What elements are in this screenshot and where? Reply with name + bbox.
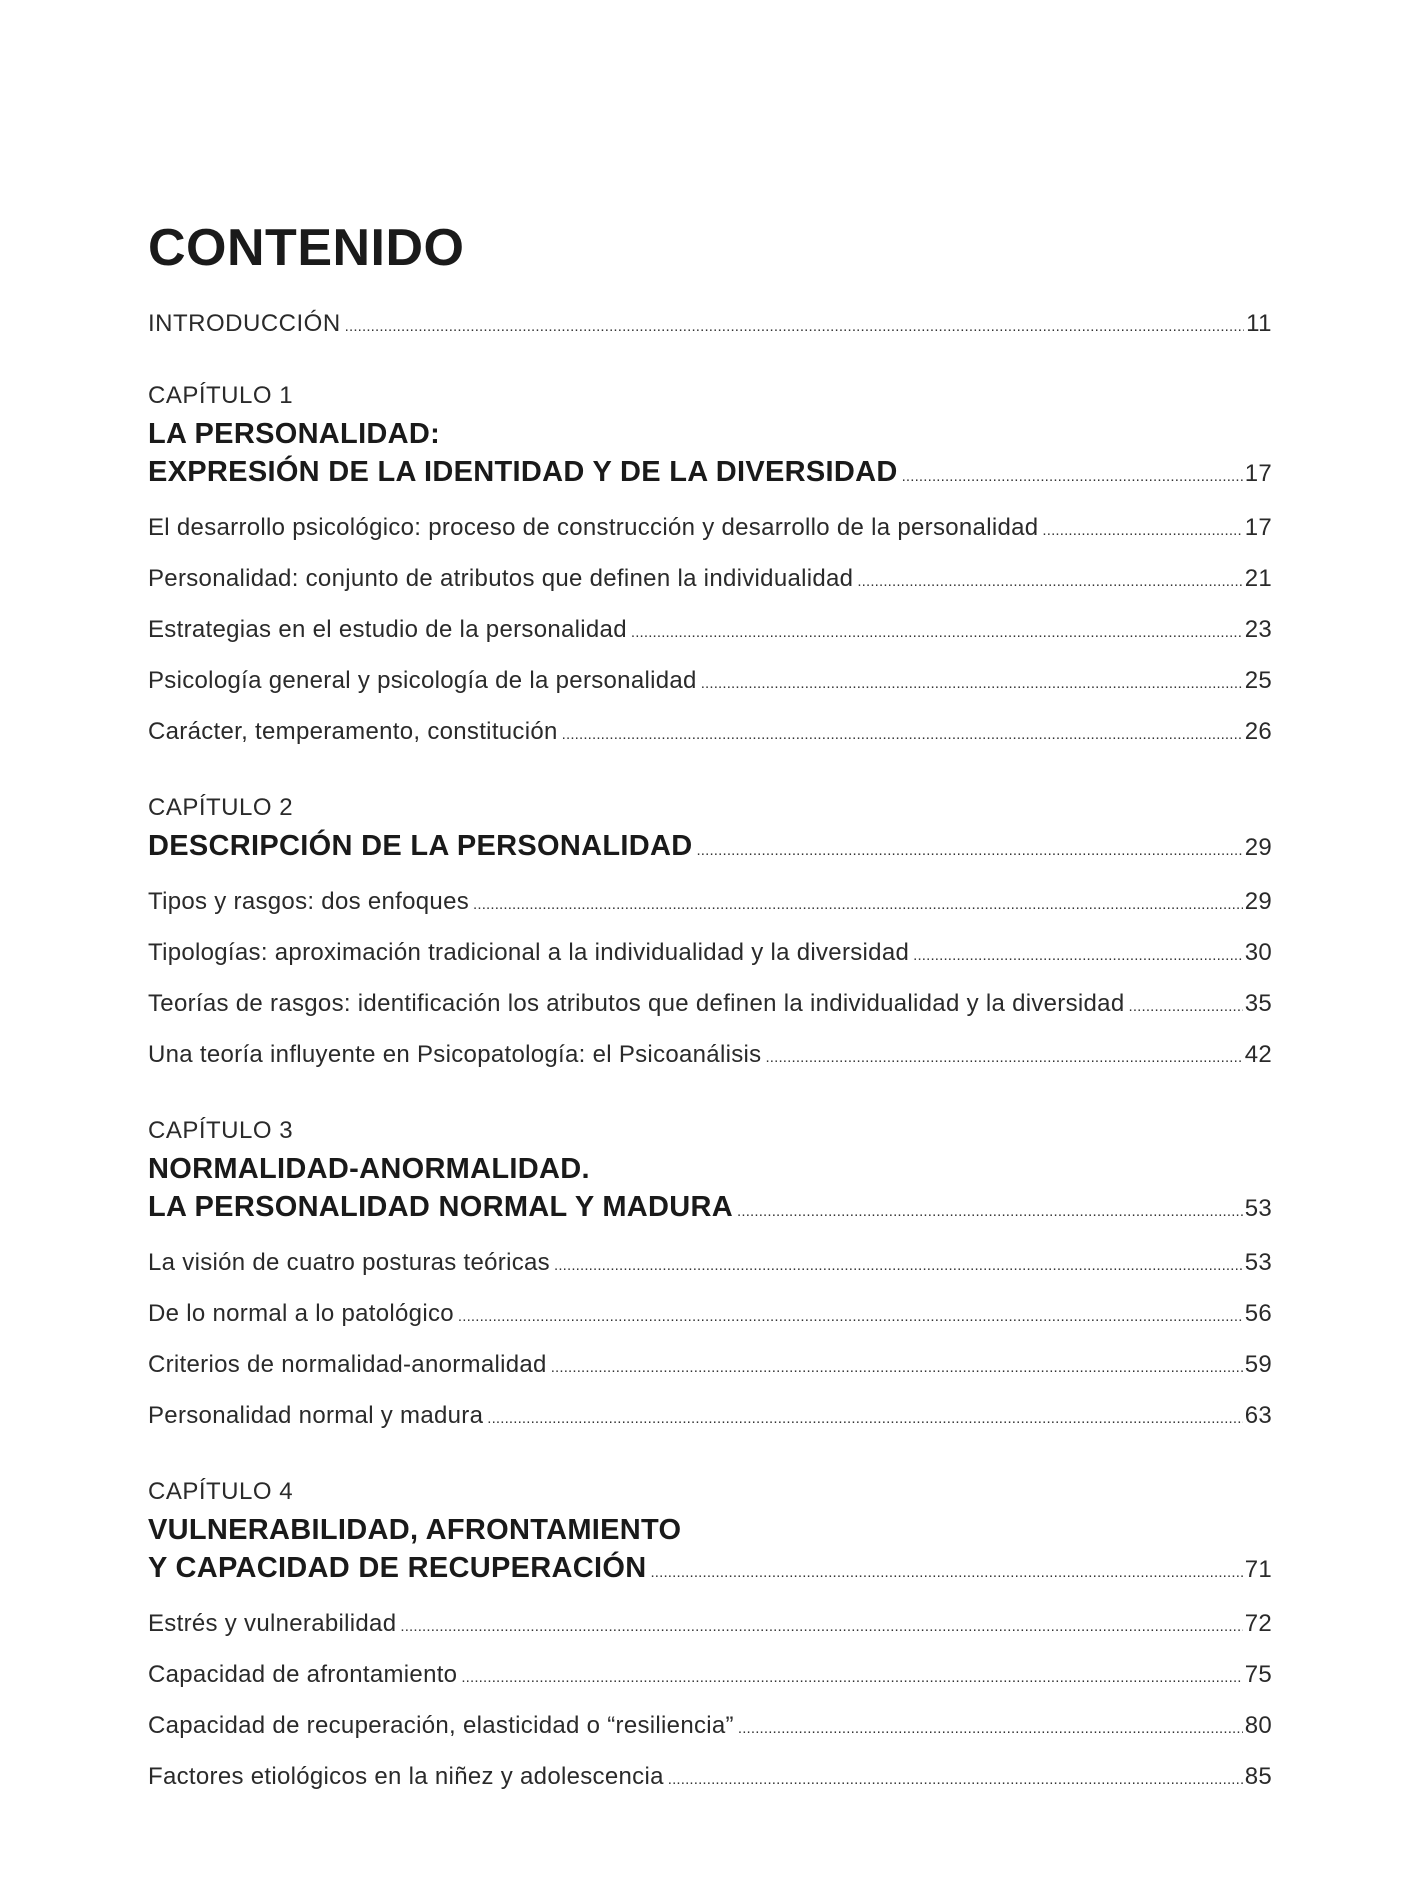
chapter-title-entry[interactable] [148,453,1272,496]
chapter-title-entry[interactable] [148,1188,1272,1231]
entry-label: Criterios de normalidad-anormalidad [148,1351,547,1378]
entry-label: Teorías de rasgos: identificación los atributos que definen la individualidad y la diversidad [148,990,1125,1017]
chapter-title: LA PERSONALIDAD NORMAL Y MADURA [148,1191,734,1223]
dot-leader [738,1702,1243,1753]
dot-leader [400,1600,1242,1651]
toc-entry-section[interactable] [148,708,1272,759]
entry-page-number: 21 [1244,565,1272,592]
chapter-title-line: LA PERSONALIDAD: [148,418,441,450]
dot-leader [1128,980,1242,1031]
toc-entry-section[interactable] [148,1290,1272,1341]
entry-label: El desarrollo psicológico: proceso de construcción y desarrollo de la personalidad [148,514,1039,541]
toc-entry-section[interactable] [148,980,1272,1031]
entry-label: Tipologías: aproximación tradicional a la individualidad y la diversidad [148,939,910,966]
toc-entry-section[interactable] [148,504,1272,555]
toc-entry-section[interactable] [148,1651,1272,1702]
dot-leader [461,1651,1242,1702]
entry-label: Personalidad: conjunto de atributos que definen la individualidad [148,565,854,592]
dot-leader [1042,504,1242,555]
toc-entry-section[interactable] [148,1341,1272,1392]
entry-page-number: 26 [1244,718,1272,745]
toc-entry-section[interactable] [148,606,1272,657]
entry-page-number: 72 [1244,1610,1272,1637]
entry-page-number: 17 [1244,514,1272,541]
toc-entry-section[interactable] [148,929,1272,980]
entry-label: Estrategias en el estudio de la personalidad [148,616,627,643]
chapter-title: DESCRIPCIÓN DE LA PERSONALIDAD [148,830,693,862]
entry-page-number: 30 [1244,939,1272,966]
dot-leader [913,929,1243,980]
chapter-title-line: VULNERABILIDAD, AFRONTAMIENTO [148,1514,682,1546]
chapter-list [148,381,1272,1804]
toc-entry-section[interactable] [148,1031,1272,1082]
entry-page-number: 53 [1244,1249,1272,1276]
dot-leader [902,453,1243,496]
dot-leader [668,1753,1243,1804]
dot-leader [696,827,1242,870]
entry-label: La visión de cuatro posturas teóricas [148,1249,550,1276]
entry-page-number: 75 [1244,1661,1272,1688]
chapter-block [148,1477,1272,1804]
entry-page-number: 53 [1244,1195,1272,1222]
entry-page-number: 29 [1244,834,1272,861]
table-of-contents [148,218,1272,1838]
toc-entry-section[interactable] [148,657,1272,708]
dot-leader [473,878,1243,929]
entry-page-number: 23 [1244,616,1272,643]
dot-leader [487,1392,1242,1443]
toc-entry-section[interactable] [148,1753,1272,1804]
entry-page-number: 35 [1244,990,1272,1017]
chapter-label: CAPÍTULO 3 [148,1117,294,1144]
dot-leader [458,1290,1243,1341]
entry-label: Capacidad de afrontamiento [148,1661,458,1688]
entry-page-number: 17 [1244,460,1272,487]
entry-page-number: 25 [1244,667,1272,694]
toc-entry-section[interactable] [148,1702,1272,1753]
chapter-title-entry[interactable] [148,1549,1272,1592]
entry-label: Factores etiológicos en la niñez y adolescencia [148,1763,664,1790]
entry-label: Capacidad de recuperación, elasticidad o “resiliencia” [148,1712,734,1739]
chapter-title-line: NORMALIDAD-ANORMALIDAD. [148,1153,590,1185]
dot-leader [765,1031,1242,1082]
toc-entry-introduction[interactable] [148,308,1272,343]
dot-leader [650,1549,1242,1592]
dot-leader [551,1341,1243,1392]
dot-leader [631,606,1243,657]
entry-page-number: 59 [1244,1351,1272,1378]
toc-entry-section[interactable] [148,1392,1272,1443]
chapter-title: EXPRESIÓN DE LA IDENTIDAD Y DE LA DIVERSIDAD [148,456,898,488]
dot-leader [562,708,1243,759]
entry-page-number: 29 [1244,888,1272,915]
page-title: CONTENIDO [148,219,465,277]
dot-leader [554,1239,1243,1290]
entry-page-number: 11 [1246,310,1272,337]
chapter-label: CAPÍTULO 4 [148,1478,294,1505]
chapter-label: CAPÍTULO 1 [148,382,294,409]
chapter-block [148,793,1272,1082]
dot-leader [737,1188,1243,1231]
dot-leader [857,555,1242,606]
entry-label: Tipos y rasgos: dos enfoques [148,888,470,915]
entry-label: Carácter, temperamento, constitución [148,718,558,745]
entry-label: Estrés y vulnerabilidad [148,1610,397,1637]
entry-page-number: 56 [1244,1300,1272,1327]
toc-entry-section[interactable] [148,555,1272,606]
dot-leader [345,308,1244,343]
entry-label: Psicología general y psicología de la personalidad [148,667,697,694]
chapter-title-entry[interactable] [148,827,1272,870]
entry-page-number: 80 [1244,1712,1272,1739]
toc-entry-section[interactable] [148,1600,1272,1651]
entry-label: De lo normal a lo patológico [148,1300,454,1327]
entry-page-number: 85 [1244,1763,1272,1790]
entry-label: Una teoría influyente en Psicopatología: el Psicoanálisis [148,1041,762,1068]
entry-page-number: 42 [1244,1041,1272,1068]
chapter-label: CAPÍTULO 2 [148,794,294,821]
toc-entry-section[interactable] [148,878,1272,929]
entry-label: INTRODUCCIÓN [148,310,341,337]
entry-label: Personalidad normal y madura [148,1402,484,1429]
toc-entry-section[interactable] [148,1239,1272,1290]
chapter-block [148,381,1272,759]
dot-leader [701,657,1243,708]
chapter-title: Y CAPACIDAD DE RECUPERACIÓN [148,1552,647,1584]
entry-page-number: 63 [1244,1402,1272,1429]
chapter-block [148,1116,1272,1443]
entry-page-number: 71 [1244,1556,1272,1583]
